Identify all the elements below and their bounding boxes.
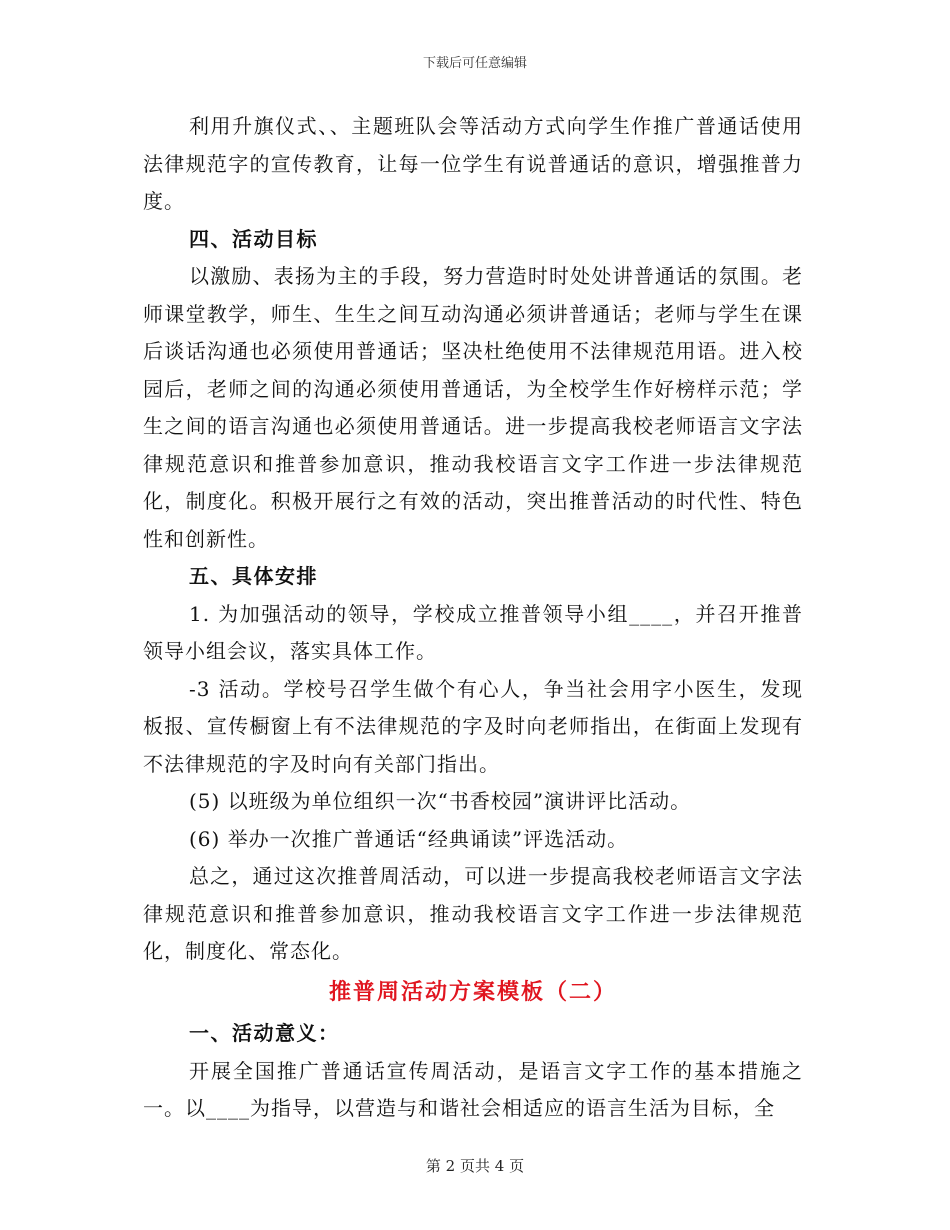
- paragraph-significance: 开展全国推广普通话宣传周活动，是语言文字工作的基本措施之一。以____为指导，以营造与和谐社会相适应的语言生活为目标，全: [143, 1058, 803, 1120]
- document-body: [143, 108, 803, 1128]
- paragraph-summary: 总之，通过这次推普周活动，可以进一步提高我校老师语言文字法律规范意识和推普参加意识，推动我校语言文字工作进一步法律规范化，制度化、常态化。: [143, 864, 803, 963]
- page-footer: 第 2 页共 4 页: [425, 1157, 525, 1175]
- paragraph-arrangement-6: (6) 举办一次推广普通话“经典诵读”评选活动。: [189, 826, 629, 851]
- paragraph-goals: 以激励、表扬为主的手段，努力营造时时处处讲普通话的氛围。老师课堂教学，师生、生生之间互动沟通必须讲普通话；老师与学生在课后谈话沟通也必须使用普通话；坚决杜绝使用不法律规范用语。进入校园后，老师之间的沟通必须使用普通话，为全校学生作好榜样示范；学生之间的语言沟通也必须使用普通话。进一步提高我校老师语言文字法律规范意识和推普参加意识，推动我校语言文字工作进一步法律规范化，制度化。积极开展行之有效的活动，突出推普活动的时代性、特色性和创新性。: [143, 264, 803, 551]
- section-title-template-2: 推普周活动方案模板（二）: [328, 978, 617, 1005]
- section-heading-goals: 四、活动目标: [189, 226, 318, 251]
- section-heading-significance: 一、活动意义：: [189, 1021, 340, 1045]
- page-header: 下载后可任意编辑: [422, 56, 527, 71]
- section-heading-arrangements: 五、具体安排: [189, 564, 318, 588]
- paragraph-arrangement-3: -3 活动。学校号召学生做个有心人，争当社会用字小医生，发现板报、宣传橱窗上有不法律规范的字及时向老师指出，在街面上发现有不法律规范的字及时向有关部门指出。: [143, 676, 803, 776]
- paragraph-promotion-methods: 利用升旗仪式、、主题班队会等活动方式向学生作推广普通话使用法律规范字的宣传教育，让每一位学生有说普通话的意识，增强推普力度。: [143, 114, 803, 213]
- paragraph-arrangement-5: (5) 以班级为单位组织一次“书香校园”演讲评比活动。: [189, 789, 692, 813]
- paragraph-arrangement-1: 1. 为加强活动的领导，学校成立推普领导小组____，并召开推普领导小组会议，落实具体工作。: [143, 601, 803, 663]
